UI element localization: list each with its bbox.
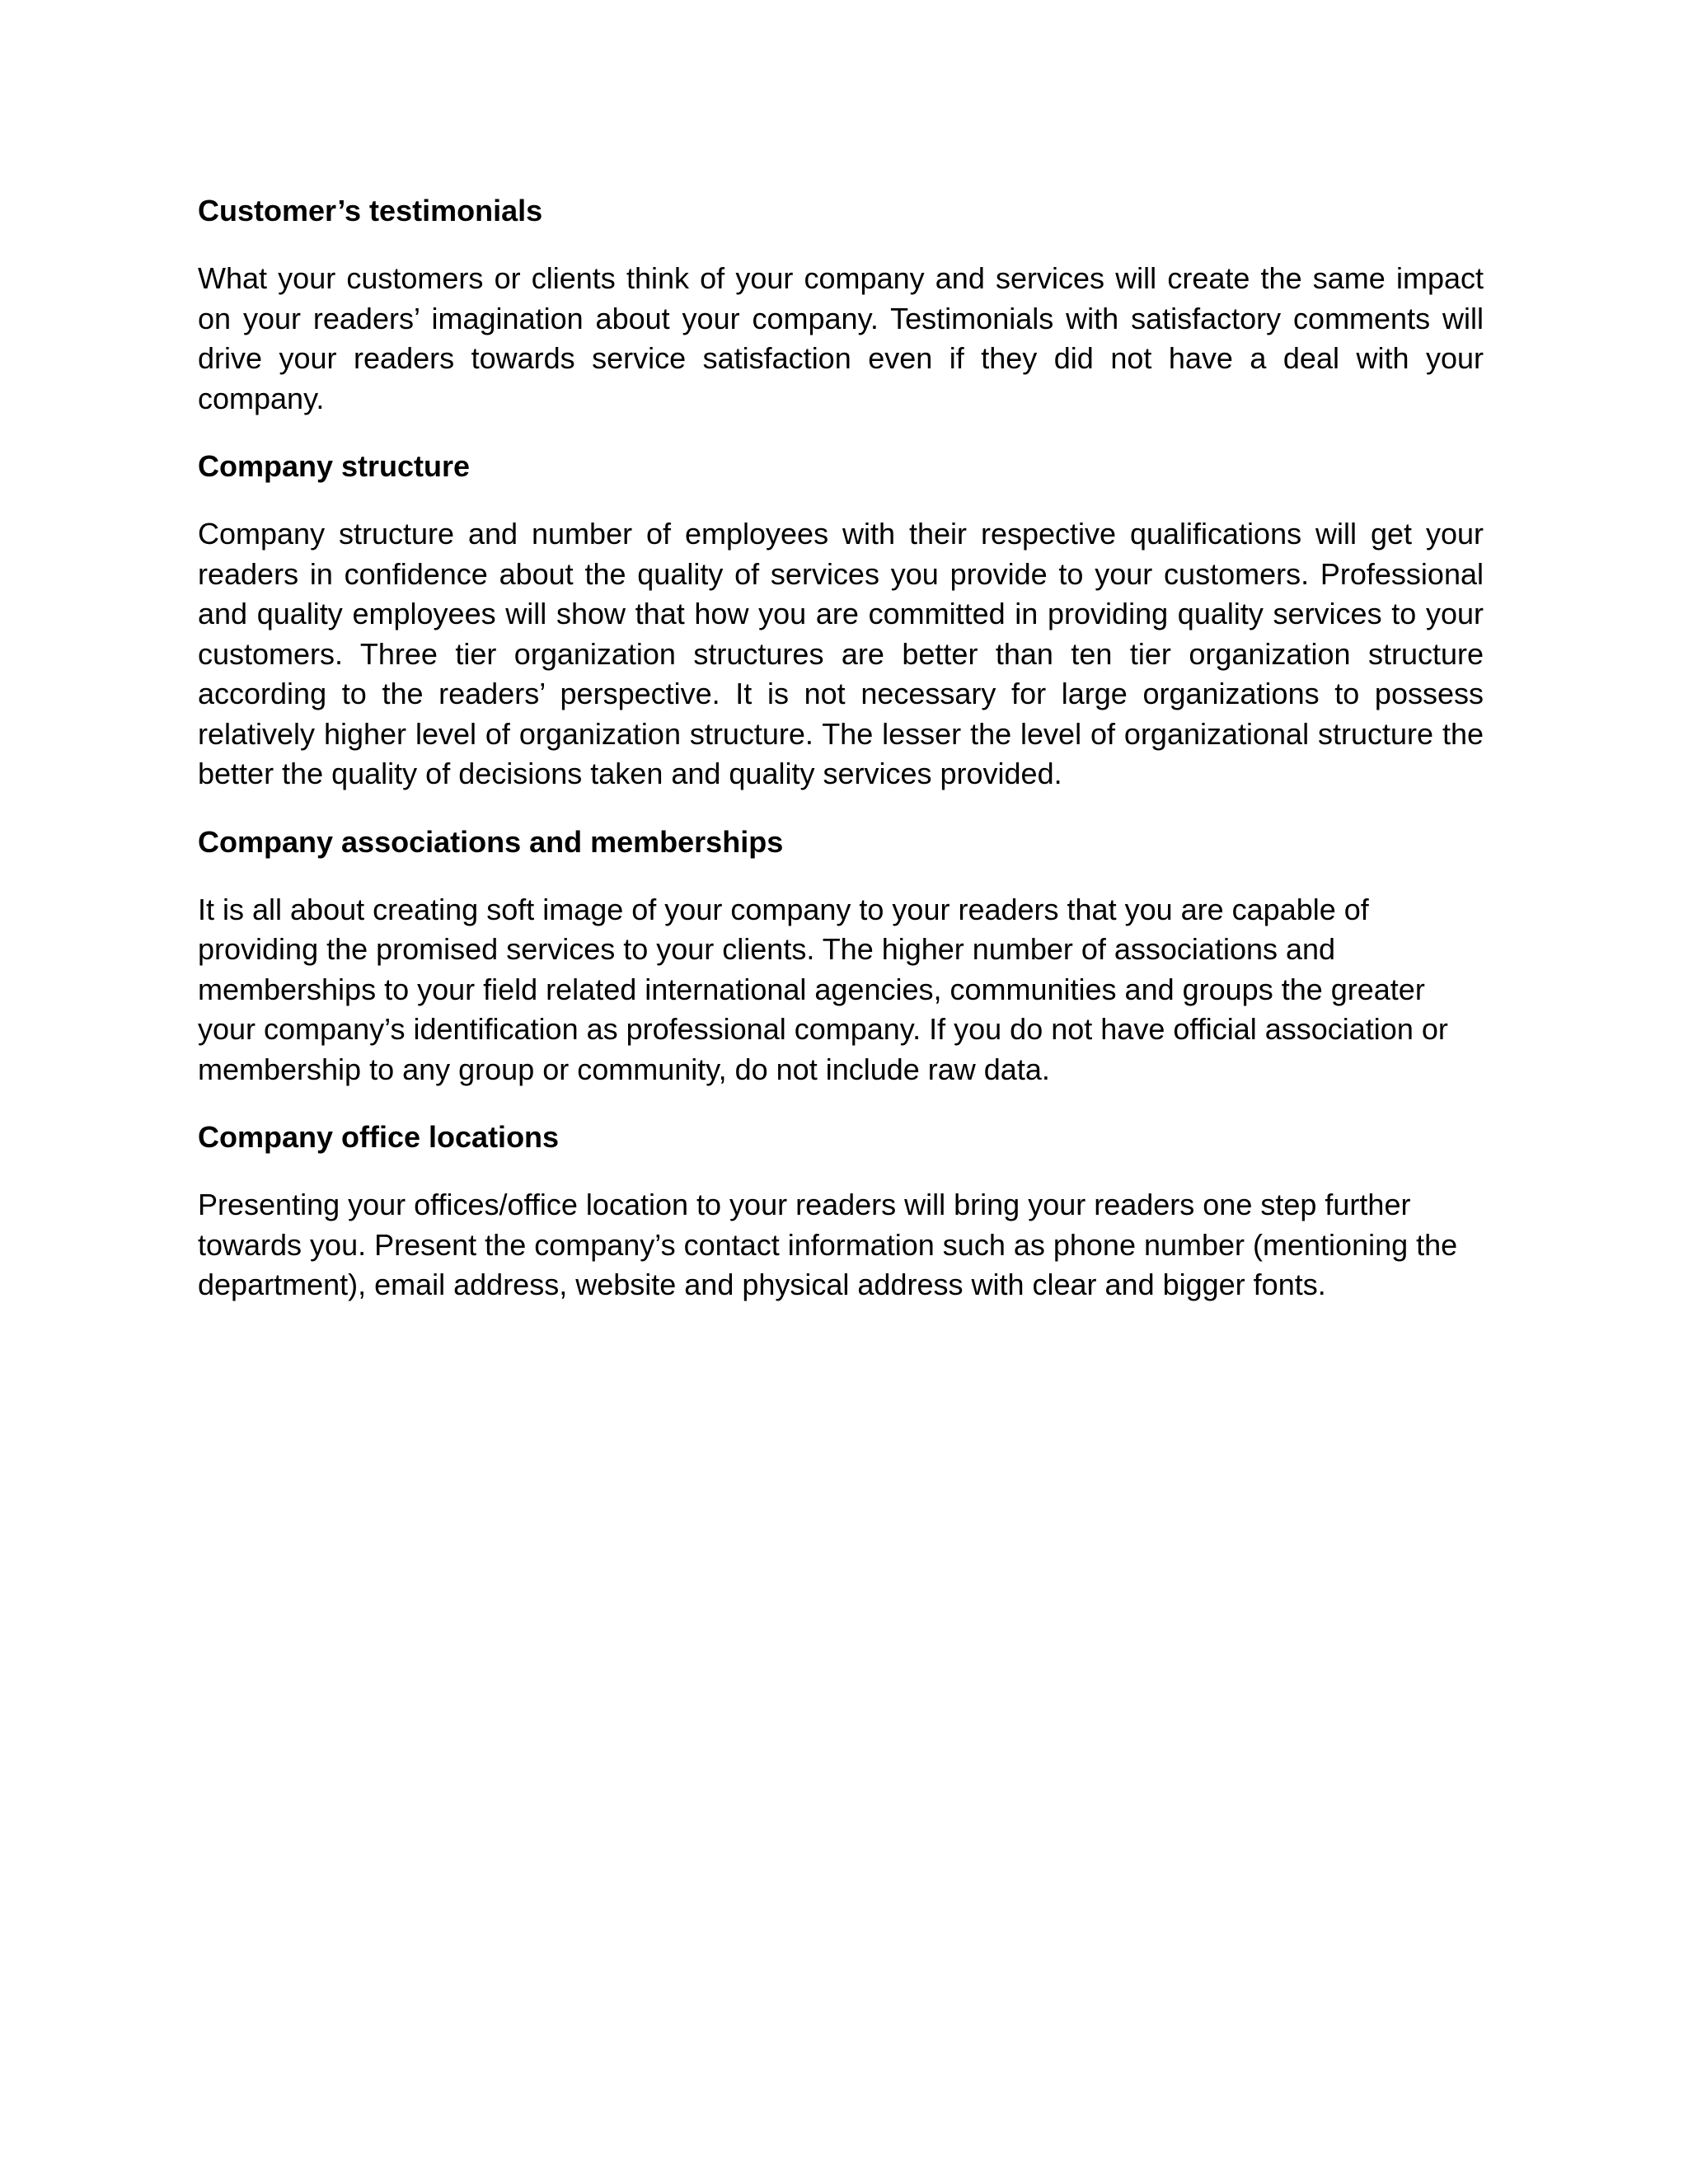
section-heading: Company structure xyxy=(198,449,471,483)
section-heading: Customer’s testimonials xyxy=(198,194,543,227)
section-paragraph: It is all about creating soft image of your company to your readers that you are capable of providing the promised services to your clients. The higher number of associations and memberships to your field related international agencies, communities and groups the greater your company’s identification as professional company. If you do not have official association or membership to any group or community, do not include raw data. xyxy=(198,892,1448,1086)
section-paragraph: Presenting your offices/office location to your readers will bring your readers one step further towards you. Present the company’s contact information such as phone number (mentioning the department), email address, website and physical address with clear and bigger fonts. xyxy=(198,1188,1458,1301)
section-heading: Company office locations xyxy=(198,1120,560,1154)
document-page xyxy=(198,191,1484,1333)
section-company-associations xyxy=(198,823,1484,1090)
section-customer-testimonials xyxy=(198,191,1484,419)
section-heading: Company associations and memberships xyxy=(198,824,784,859)
section-company-structure xyxy=(198,447,1484,794)
section-paragraph: What your customers or clients think of your company and services will create the same impact on your readers’ imagination about your company. Testimonials with satisfactory comments will drive your readers towards service satisfaction even if they did not have a deal with your company. xyxy=(198,261,1484,415)
section-company-office-locations xyxy=(198,1118,1484,1305)
section-paragraph: Company structure and number of employees with their respective qualifications will get your readers in confidence about the quality of services you provide to your customers. Professional and quality employees will show that how you are committed in providing quality services to your customers. Three tier organization structures are better than ten tier organization structure according to the readers’ perspective. It is not necessary for large organizations to possess relatively higher level of organization structure. The lesser the level of organizational structure the better the quality of decisions taken and quality services provided. xyxy=(198,517,1484,790)
